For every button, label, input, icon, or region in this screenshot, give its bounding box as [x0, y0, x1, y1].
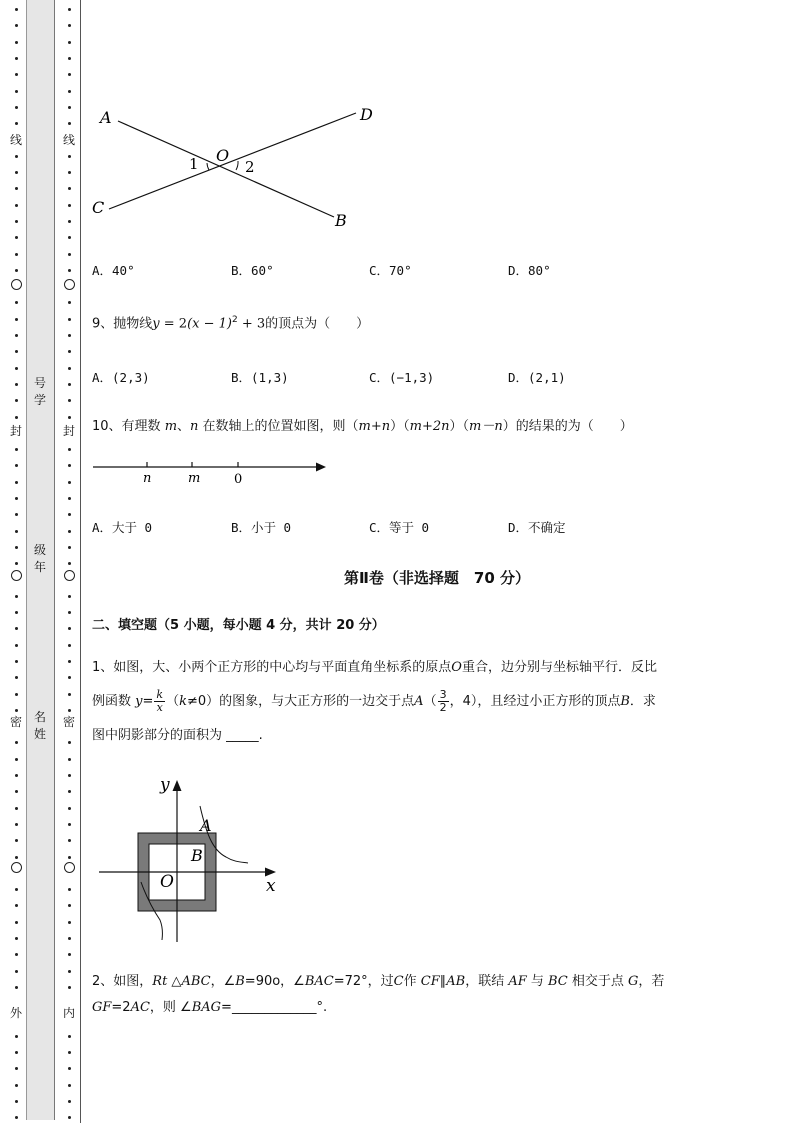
fill2-text: 2、如图， — [92, 974, 153, 989]
fill1-text: （ — [166, 694, 180, 709]
fill1-line1 — [92, 659, 657, 677]
angle-1-arc — [207, 163, 209, 170]
tick-label-m: m — [188, 471, 201, 486]
q10-option-c[interactable]: C．等于 0 — [369, 520, 430, 535]
fill2-c: C — [393, 974, 404, 989]
q9-stem — [92, 311, 369, 333]
frac-denominator: x — [156, 701, 163, 714]
fill1-eq: = — [142, 694, 154, 709]
fill2-bc: BC — [548, 974, 568, 989]
q10-option-a[interactable]: A．大于 0 — [92, 520, 153, 535]
number-line-arrow — [316, 463, 326, 472]
tick-label-zero: 0 — [234, 472, 243, 487]
fill1-point-o: O — [451, 660, 462, 675]
binding-char: 内 — [62, 1006, 75, 1020]
binding-char: 封 — [9, 424, 22, 438]
fill2-ac: AC — [130, 1000, 150, 1015]
frac-numerator: k — [156, 688, 164, 701]
label-char: 号 — [33, 376, 46, 390]
fill1-text: ．求 — [629, 694, 656, 709]
binding-char: 线 — [62, 133, 75, 147]
fill2-gf: GF — [92, 1000, 112, 1015]
q9-tail: + 3 — [237, 316, 266, 332]
fill2-cf: CF — [420, 974, 440, 989]
q10-expr: m+2n — [409, 419, 450, 434]
frac-denominator: 2 — [439, 701, 447, 714]
fill2-text: ，∠ — [210, 974, 236, 989]
fill2-bac: BAC — [304, 974, 334, 989]
axis-y-label: y — [160, 775, 170, 795]
fig-origin-label: O — [160, 872, 174, 892]
fill2-af: AF — [508, 974, 527, 989]
binding-char: 线 — [9, 133, 22, 147]
fill2-b: B — [235, 974, 245, 989]
q9-option-d[interactable]: D．(2,1) — [508, 370, 566, 385]
squares-hyperbola-figure — [96, 770, 286, 946]
q10-text: 在数轴上的位置如图，则（ — [198, 419, 359, 434]
section-2-title: 二、填空题（5 小题，每小题 4 分，共计 20 分） — [92, 618, 385, 633]
fig-point-b-label: B — [191, 846, 203, 865]
fill2-text: =2 — [111, 1000, 131, 1015]
q10-var-n: n — [190, 419, 199, 434]
fill2-text: =90o，∠ — [244, 974, 305, 989]
fill1-text: ≠0） — [186, 694, 220, 709]
q8-option-c[interactable]: C．70° — [369, 263, 412, 278]
line-ab — [118, 121, 334, 217]
q9-exponent: 2 — [231, 315, 238, 325]
point-b-label: B — [335, 211, 347, 230]
binding-char: 密 — [62, 715, 75, 729]
point-c-label: C — [92, 198, 105, 217]
q10-expr: m+n — [358, 419, 391, 434]
part-2-title: 第Ⅱ卷（非选择题 70 分） — [344, 569, 530, 587]
fill2-ab: AB — [446, 974, 466, 989]
fill1-var-y: y — [135, 694, 143, 709]
fill2-bag: BAG — [191, 1000, 222, 1015]
fill1-text: 的图象，与大正方形的一边交于点 — [219, 694, 415, 709]
q10-var-m: m — [164, 419, 178, 434]
fill2-text: 与 — [526, 974, 549, 989]
fill2-text: ，若 — [638, 974, 665, 989]
angle-2-arc — [236, 161, 238, 170]
y-axis-arrow — [173, 780, 182, 791]
fill1-text: ，4），且经过小正方形的顶点 — [449, 694, 621, 709]
frac-numerator: 3 — [439, 688, 447, 701]
fill1-point-a: A — [414, 694, 424, 709]
q8-option-a[interactable]: A．40° — [92, 263, 135, 278]
fill2-abc: ABC — [181, 974, 211, 989]
fig-point-a-label: A — [200, 816, 212, 835]
q8-option-d[interactable]: D．80° — [508, 263, 551, 278]
q9-option-b[interactable]: B．(1,3) — [231, 370, 289, 385]
fill1-frac-k-over-x — [154, 689, 165, 714]
q10-text: 、 — [177, 419, 191, 434]
fill1-var-k: k — [179, 694, 187, 709]
q10-expr: m－n — [469, 419, 503, 434]
q10-option-b[interactable]: B．小于 0 — [231, 520, 292, 535]
point-a-label: A — [100, 108, 112, 127]
fill2-answer-blank[interactable]: =_____________°. — [221, 1000, 328, 1015]
fill2-text: ，则 ∠ — [149, 1000, 192, 1015]
angle-1-label: 1 — [189, 155, 199, 173]
number-line-figure — [90, 455, 330, 491]
fill2-line1 — [92, 973, 664, 991]
point-d-label: D — [360, 105, 373, 124]
binding-char: 外 — [9, 1006, 22, 1020]
q9-eq: = 2 — [159, 316, 188, 332]
q10-option-d[interactable]: D．不确定 — [508, 520, 566, 535]
label-char: 级 — [33, 543, 46, 557]
fill2-line2 — [92, 999, 327, 1017]
fill2-parallel: ∥ — [439, 974, 447, 989]
fill1-line3: 图中阴影部分的面积为 _____. — [92, 728, 263, 743]
fill2-rt: Rt — [152, 974, 168, 989]
q10-text: ）（ — [449, 419, 470, 434]
fill2-text: 作 — [403, 974, 421, 989]
fill2-triangle: △ — [167, 974, 182, 989]
fill1-text: 例函数 — [92, 694, 136, 709]
q10-text: ）（ — [390, 419, 410, 434]
q10-text: 10、有理数 — [92, 419, 165, 434]
intersecting-lines-figure — [88, 100, 378, 235]
fill1-text: 重合，边分别与坐标轴平行．反比 — [461, 660, 657, 675]
label-char: 学 — [33, 393, 46, 407]
fill1-frac-3-over-2 — [438, 689, 449, 714]
tick-label-n: n — [143, 471, 152, 486]
angle-2-label: 2 — [245, 158, 255, 176]
fill1-point-b: B — [620, 694, 630, 709]
point-o-label: O — [216, 146, 230, 165]
q10-stem — [92, 418, 633, 436]
axis-x-label: x — [266, 876, 276, 896]
q10-text: ）的结果的为（ ） — [502, 419, 633, 434]
q9-option-c[interactable]: C．(−1,3) — [369, 370, 435, 385]
fill1-text: 1、如图，大、小两个正方形的中心均与平面直角坐标系的原点 — [92, 660, 452, 675]
q9-paren: (x − 1) — [187, 316, 232, 332]
fill2-g: G — [628, 974, 639, 989]
label-char: 姓 — [33, 727, 46, 741]
q9-suffix: 的顶点为（ ） — [265, 316, 370, 332]
fill1-line2 — [92, 687, 656, 717]
label-char: 年 — [33, 560, 46, 574]
binding-char: 密 — [9, 715, 22, 729]
label-char: 名 — [33, 710, 46, 724]
fill2-text: ，联结 — [465, 974, 509, 989]
fill2-text: =72°，过 — [333, 974, 394, 989]
fill1-text: （ — [423, 694, 437, 709]
q9-prefix: 9、抛物线 — [92, 316, 153, 332]
line-cd — [109, 113, 356, 209]
q9-y: y — [152, 316, 160, 332]
q8-option-b[interactable]: B．60° — [231, 263, 274, 278]
binding-char: 封 — [62, 424, 75, 438]
fill2-text: 相交于点 — [567, 974, 629, 989]
q9-option-a[interactable]: A．(2,3) — [92, 370, 150, 385]
